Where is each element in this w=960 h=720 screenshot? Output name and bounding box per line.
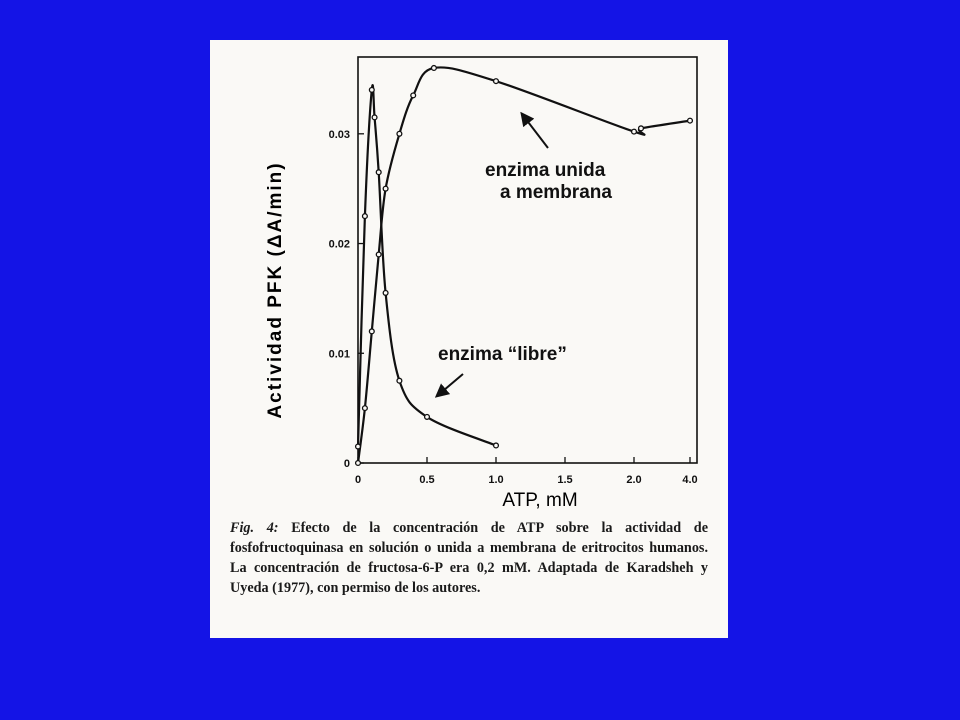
- x-axis-label: ATP, mM: [502, 490, 578, 510]
- free-enzyme-point: [494, 443, 499, 448]
- pfk-activity-chart: [210, 40, 728, 510]
- membrane-arrow: [522, 114, 548, 148]
- membrane-annotation-line: enzima unida: [485, 160, 606, 181]
- x-tick-label: 1.5: [557, 474, 573, 486]
- membrane-enzyme-point: [356, 461, 361, 466]
- membrane-annotation: [485, 160, 612, 203]
- free-arrow: [437, 374, 463, 396]
- caption-label: Fig. 4:: [230, 520, 279, 536]
- free-enzyme-point: [363, 214, 368, 219]
- x-tick-label: 2.0: [626, 474, 642, 486]
- free-enzyme-point: [383, 291, 388, 296]
- membrane-enzyme-point: [376, 252, 381, 257]
- free-enzyme-point: [397, 378, 402, 383]
- figure-caption: [230, 518, 708, 598]
- membrane-enzyme-point: [397, 131, 402, 136]
- membrane-enzyme-point: [369, 329, 374, 334]
- free-enzyme-point: [376, 170, 381, 175]
- membrane-enzyme-point: [688, 118, 693, 123]
- x-tick-label: 4.0: [682, 474, 698, 486]
- membrane-enzyme-point: [639, 126, 644, 131]
- membrane-enzyme-point: [411, 93, 416, 98]
- free-enzyme-point: [356, 444, 361, 449]
- membrane-enzyme-point: [494, 79, 499, 84]
- x-tick-label: 0: [354, 474, 362, 486]
- figure-scan: [210, 40, 728, 638]
- membrane-enzyme-point: [632, 129, 637, 134]
- y-tick-label: 0.03: [328, 128, 350, 141]
- membrane-enzyme-point: [432, 66, 437, 71]
- free-enzyme-point: [425, 415, 430, 420]
- membrane-annotation-line: a membrana: [500, 182, 612, 203]
- free-enzyme-point: [372, 115, 377, 120]
- free-enzyme-point: [369, 88, 374, 93]
- membrane-enzyme-point: [383, 186, 388, 191]
- membrane-enzyme-point: [363, 406, 368, 411]
- free-annotation: enzima “libre”: [438, 344, 567, 365]
- y-tick-label: 0.01: [328, 348, 350, 361]
- y-tick-label: 0.02: [328, 238, 350, 251]
- x-tick-label: 0.5: [419, 474, 435, 486]
- y-axis-label: Actividad PFK (ΔA/min): [265, 161, 286, 419]
- x-tick-label: 1.0: [488, 474, 504, 486]
- caption-text: Efecto de la concentración de ATP sobre la actividad de fosfofructoquinasa en solución o unida a membrana de eritrocitos humanos. La concentración de fructosa-6-P era 0,2 mM. Adaptada de Karadsheh y Uyeda (1977), con permiso de los autores.: [230, 520, 708, 596]
- y-tick-label: 0: [343, 458, 350, 470]
